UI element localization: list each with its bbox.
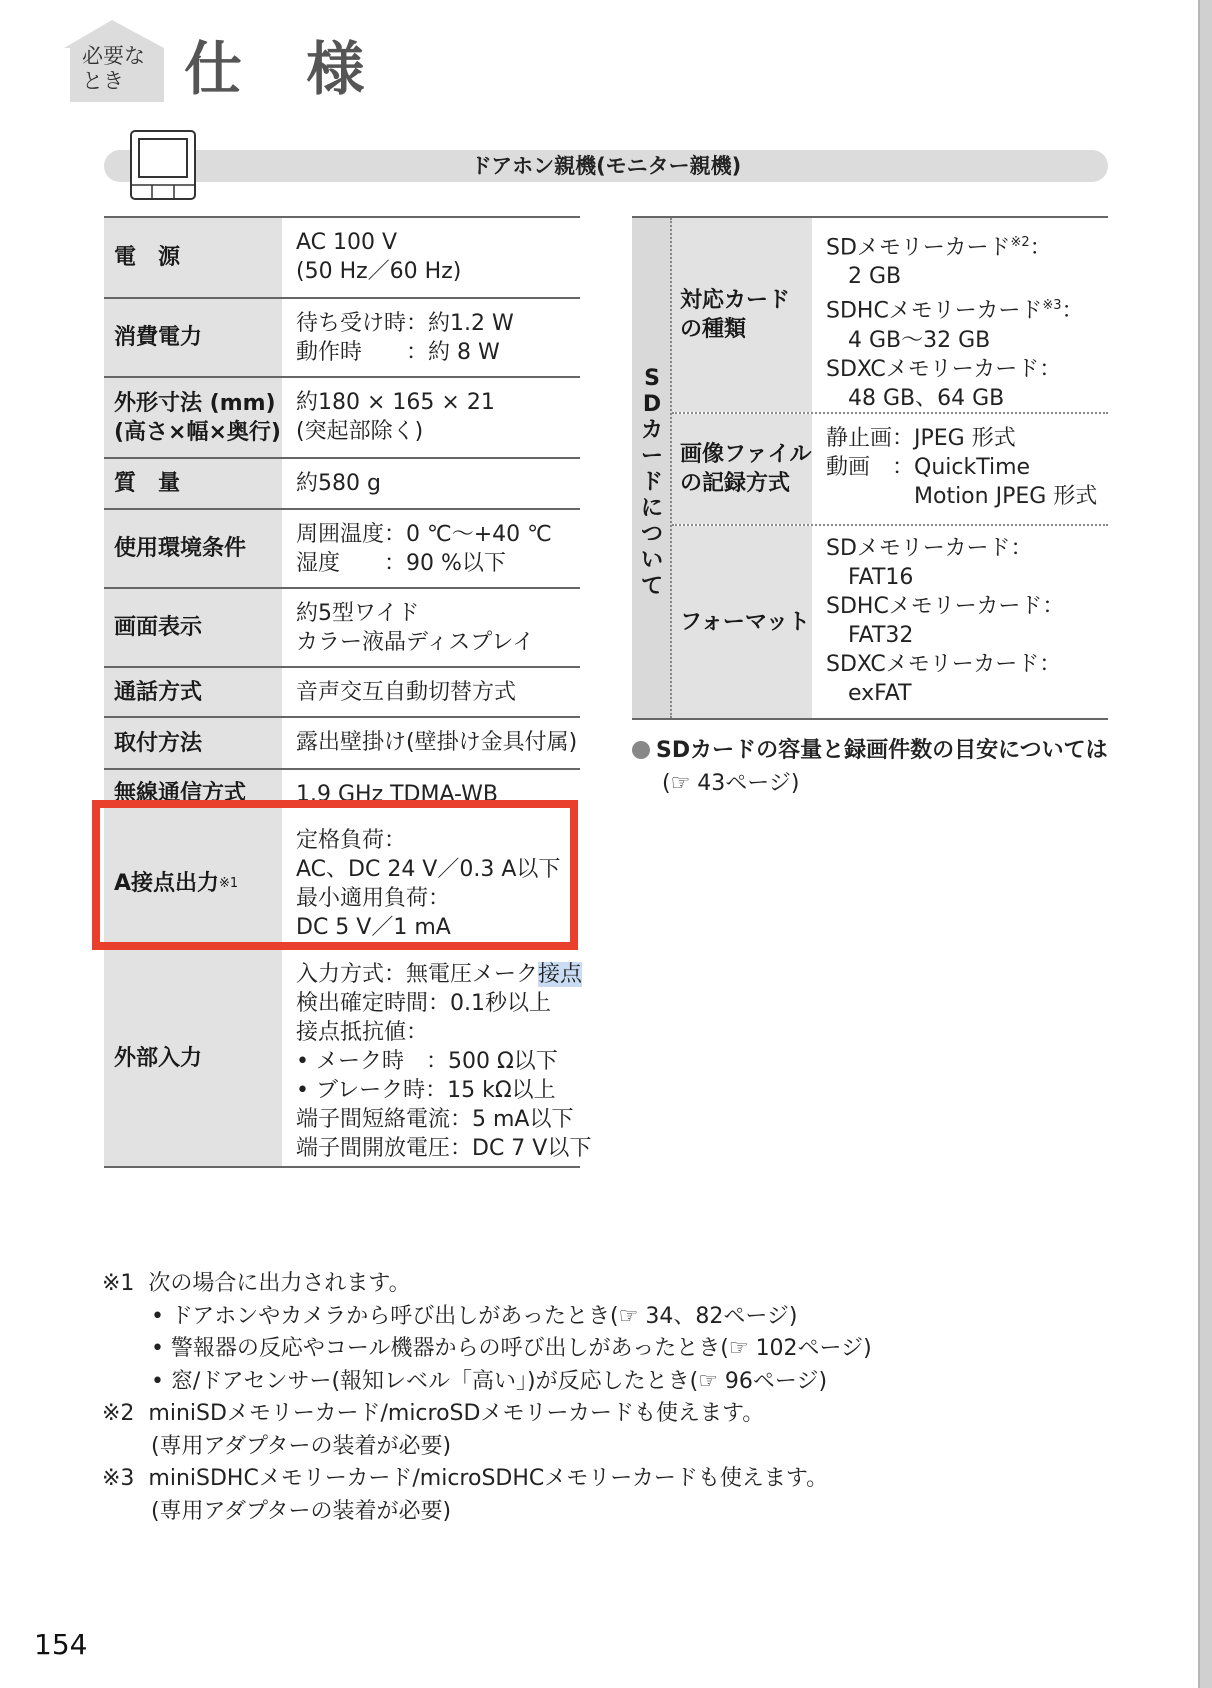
footnote-line: ※1 次の場合に出力されます。 [102, 1271, 411, 1296]
banner-title: ドアホン親機(モニター親機) [470, 154, 742, 178]
table-row [104, 668, 580, 718]
value-text: ： 4 GB～32 GB SDXCメモリーカード： 48 GB、64 GB [826, 298, 1084, 411]
table-row [104, 589, 580, 668]
footnote-line: • ドアホンやカメラから呼び出しがあったとき(☞ 34、82ページ) [102, 1303, 798, 1329]
monitor-icon [130, 130, 196, 200]
footnote-mark: ※3 [1042, 298, 1062, 314]
section-banner [104, 150, 1108, 182]
footnotes [102, 1268, 872, 1528]
row-label: 通話方式 [104, 668, 282, 716]
note-reference: (☞ 43ページ) [662, 771, 800, 796]
sd-section-label: SDカードについて [640, 366, 663, 599]
table-row [672, 414, 1108, 524]
row-value: 約580 g [296, 471, 381, 496]
footnote-line: ※2 miniSDメモリーカード/microSDメモリーカードも使えます。 [102, 1401, 765, 1426]
value-text: SDメモリーカード [826, 235, 1011, 261]
footnote-mark: ※2 [1010, 235, 1030, 250]
value-text: 入力方式：無電圧メーク [296, 962, 539, 987]
row-label: 使用環境条件 [104, 510, 282, 587]
row-label: フォーマット [672, 526, 812, 718]
footnote-line: ※3 miniSDHCメモリーカード/microSDHCメモリーカードも使えます。 [102, 1466, 829, 1491]
row-value: 約180 × 165 × 21 (突起部除く) [296, 390, 495, 444]
row-label: 質 量 [104, 459, 282, 508]
row-value: 待ち受け時：約1.2 W 動作時 ：約 8 W [296, 311, 514, 365]
row-value: 音声交互自動切替方式 [296, 680, 517, 705]
sd-section-side [632, 218, 672, 718]
row-value: SDメモリーカード： FAT16 SDHCメモリーカード： FAT32 SDXCメモリーカード： exFAT [826, 536, 1065, 706]
footnote-line: (専用アダプターの装着が必要) [102, 1498, 452, 1524]
sd-capacity-note [632, 734, 1108, 800]
row-value: 露出壁掛け(壁掛け金具付属) [296, 730, 578, 755]
row-label: 電 源 [104, 218, 282, 297]
table-row [672, 526, 1108, 718]
bullet-icon [632, 741, 650, 759]
row-value [282, 950, 591, 1166]
row-label: 外部入力 [104, 950, 282, 1166]
footnote-line: • 警報器の反応やコール機器からの呼び出しがあったとき(☞ 102ページ) [102, 1336, 872, 1361]
row-label: 外形寸法 (mm) (高さ×幅×奥行) [104, 378, 282, 457]
row-value: 定格負荷： AC、DC 24 V／0.3 A以下 最小適用負荷： DC 5 V／1 mA [296, 828, 561, 940]
page-title: 仕 様 [184, 35, 387, 103]
row-value [812, 218, 1108, 412]
table-row [672, 218, 1108, 412]
row-label: 画面表示 [104, 589, 282, 666]
value-text: ： 2 GB SDHCメモリーカード [826, 235, 1052, 324]
sd-card-table [632, 216, 1108, 720]
table-row [104, 510, 580, 589]
value-text: 検出確定時間：0.1秒以上 接点抵抗値： • メーク時 ：500 Ω以下 • ブレーク時：15 kΩ以上 端子間短絡電流：5 mA以下 端子間開放電圧：DC 7 V以下 [296, 991, 592, 1161]
row-label-text: A接点出力 [114, 870, 220, 896]
table-row [104, 459, 580, 510]
spec-table [104, 216, 592, 1168]
page-number: 154 [34, 1628, 88, 1661]
page-edge [1200, 0, 1212, 1688]
row-label: 取付方法 [104, 718, 282, 768]
section-tag: 必要な とき [82, 44, 145, 93]
row-value: AC 100 V (50 Hz／60 Hz) [296, 230, 462, 284]
row-label: 消費電力 [104, 299, 282, 376]
row-value: 1.9 GHz TDMA-WB [296, 782, 498, 807]
row-value: 周囲温度：0 ℃～+40 ℃ 湿度 ：90 %以下 [296, 522, 552, 576]
note-text: SDカードの容量と録画件数の目安については [656, 738, 1108, 763]
table-row [104, 218, 580, 299]
footnote-line: • 窓/ドアセンサー(報知レベル「高い」)が反応したとき(☞ 96ページ) [102, 1368, 828, 1394]
table-row [104, 378, 580, 459]
footnote-line: (専用アダプターの装着が必要) [102, 1433, 452, 1459]
table-row [104, 299, 580, 378]
table-row [104, 718, 580, 770]
row-label: 対応カード の種類 [672, 218, 812, 412]
highlighted-text: 接点 [538, 962, 583, 987]
row-value: 約5型ワイド カラー液晶ディスプレイ [296, 601, 535, 655]
highlight-box [92, 800, 578, 950]
row-label: 画像ファイル の記録方式 [672, 414, 812, 524]
row-label: 無線通信方式 [104, 770, 282, 816]
table-row [104, 950, 592, 1168]
footnote-mark: ※1 [219, 875, 239, 891]
row-value: 静止画：JPEG 形式 動画 ：QuickTime Motion JPEG 形式 [826, 426, 1098, 509]
